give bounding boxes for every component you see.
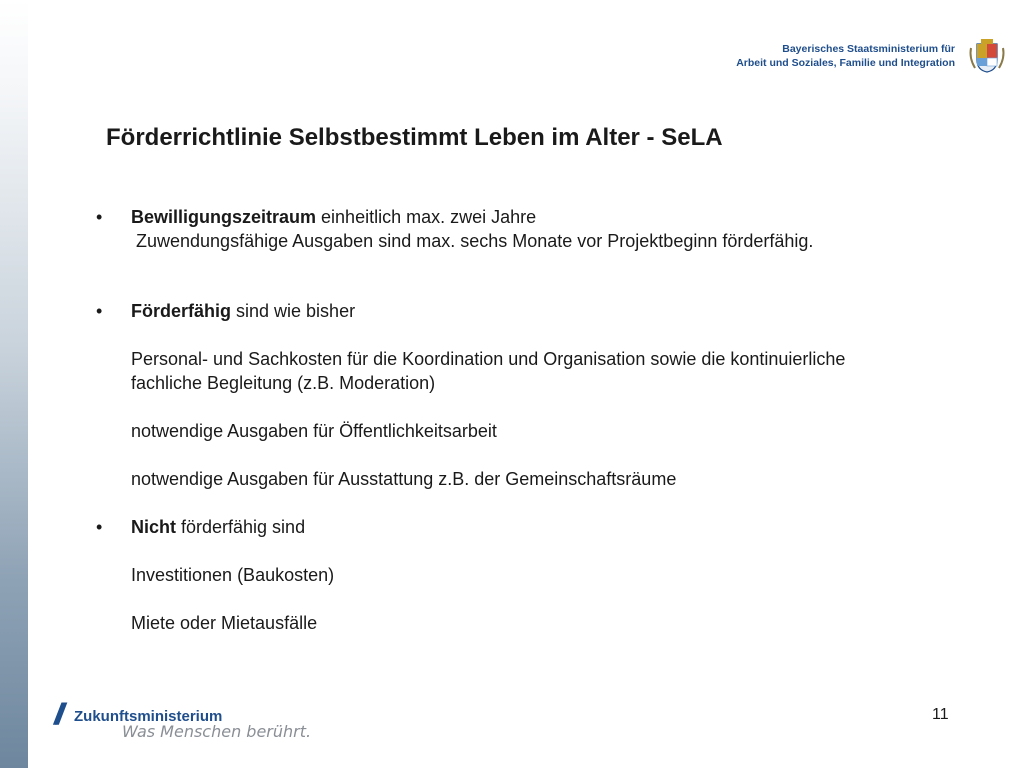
ministry-name (736, 42, 955, 70)
bullet-line: notwendige Ausgaben für Ausstattung z.B. der Gemeinschaftsräume (131, 469, 677, 489)
bullet-heading (131, 299, 355, 323)
ministry-name-line1: Bayerisches Staatsministerium für (782, 43, 955, 55)
bullet-heading-rest: sind wie bisher (231, 301, 356, 321)
slide-title: Förderrichtlinie Selbstbestimmt Leben im Alter - SeLA (106, 124, 723, 151)
bullet-line: Investitionen (Baukosten) (131, 565, 335, 585)
bullet-heading-bold: Nicht (131, 517, 176, 537)
bullet-line: Zuwendungsfähige Ausgaben sind max. sechs Monate vor Projektbeginn förderfähig. (131, 231, 814, 251)
bavarian-crest-icon (967, 38, 1007, 74)
logo-name: Zukunftsministerium (74, 708, 223, 725)
logo-tagline: Was Menschen berührt. (122, 722, 312, 741)
bullet-heading-rest: förderfähig sind (176, 517, 306, 537)
zukunftsministerium-logo (54, 698, 314, 746)
bullet-heading-bold: Bewilligungszeitraum (131, 207, 317, 227)
bullet-line: notwendige Ausgaben für Öffentlichkeitsarbeit (131, 421, 497, 441)
page-number: 11 (932, 706, 949, 723)
bullet-symbol: • (96, 517, 103, 537)
bullet-heading-rest: einheitlich max. zwei Jahre (316, 207, 537, 227)
ministry-name-line2: Arbeit und Soziales, Familie und Integration (736, 57, 955, 69)
bullet-line: fachliche Begleitung (z.B. Moderation) (131, 373, 436, 393)
side-gradient-bar (0, 0, 28, 768)
bullet-symbol: • (96, 301, 103, 321)
bullet-line: Miete oder Mietausfälle (131, 613, 318, 633)
bullet-heading (131, 205, 536, 229)
ministry-logo (736, 38, 1015, 74)
bullet-heading-bold: Förderfähig (131, 301, 232, 321)
bullet-heading (131, 515, 305, 539)
bullet-line: Personal- und Sachkosten für die Koordination und Organisation sowie die kontinuierliche (131, 349, 846, 369)
logo-slash: // (54, 698, 59, 731)
bullet-symbol: • (96, 207, 103, 227)
